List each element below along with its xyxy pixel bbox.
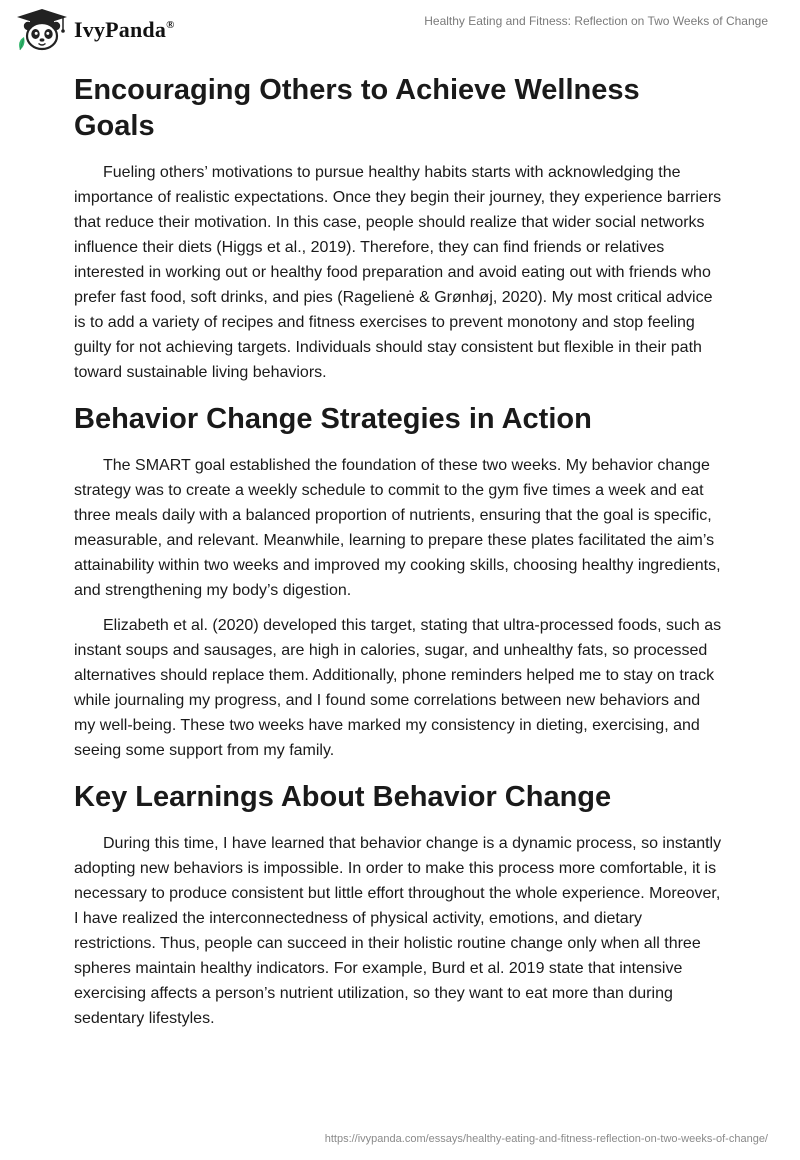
paragraph: During this time, I have learned that behavior change is a dynamic process, so instantly adopting new behaviors is impossible. In order to make this process more comfortable, it is necessary to produce consistent but little effort throughout the whole experience. Moreover, I have realized the interconnectedness of physical activity, emotions, and dietary restrictions. Thus, people can succeed in their holistic routine change only when all three spheres maintain healthy indicators. For example, Burd et al. 2019 state that intensive exercising affects a person’s nutrient utilization, so they want to eat more than during sedentary lifestyles. bbox=[74, 835, 722, 1027]
article-body bbox=[74, 72, 724, 1031]
section-encouraging-others bbox=[74, 72, 724, 385]
source-url[interactable]: https://ivypanda.com/essays/healthy-eating-and-fitness-reflection-on-two-weeks-of-change/ bbox=[324, 1133, 768, 1145]
section-heading: Behavior Change Strategies in Action bbox=[74, 403, 592, 435]
section-heading: Key Learnings About Behavior Change bbox=[74, 781, 612, 813]
section-key-learnings bbox=[74, 779, 724, 1031]
logo-wordmark: IvyPanda® bbox=[74, 17, 175, 42]
section-heading: Encouraging Others to Achieve Wellness Goals bbox=[74, 74, 640, 142]
paragraph: The SMART goal established the foundation of these two weeks. My behavior change strategy was to create a weekly schedule to commit to the gym five times a week and eat three meals daily with a balanced proportion of nutrients, ensuring that the goal is specific, measurable, and relevant. Meanwhile, learning to prepare these plates facilitated the aim’s attainability within two weeks and improved my cooking skills, choosing healthy ingredients, and strengthening my body’s digestion. bbox=[74, 457, 721, 599]
panda-mascot-icon bbox=[14, 8, 70, 52]
document-title: Healthy Eating and Fitness: Reflection on Two Weeks of Change bbox=[424, 14, 768, 28]
paragraph: Fueling others’ motivations to pursue healthy habits starts with acknowledging the importance of realistic expectations. Once they begin their journey, they experience barriers that reduce their motivation. In this case, people should realize that wider social networks influence their diets (Higgs et al., 2019). Therefore, they can find friends or relatives interested in working out or healthy food preparation and avoid eating out with friends who prefer fast food, soft drinks, and pies (Ragelienė & Grønhøj, 2020). My most critical advice is to add a variety of recipes and fitness exercises to prevent monotony and stop feeling guilty for not achieving targets. Individuals should stay consistent but flexible in their path toward sustainable living behaviors. bbox=[74, 164, 722, 381]
page-header bbox=[0, 0, 800, 60]
logo[interactable] bbox=[14, 8, 175, 52]
section-behavior-change-strategies bbox=[74, 401, 724, 763]
paragraph: Elizabeth et al. (2020) developed this target, stating that ultra-processed foods, such as instant soups and sausages, are high in calories, sugar, and unhealthy fats, so processed alternatives should replace them. Additionally, phone reminders helped me to stay on track while journaling my progress, and I found some correlations between new behaviors and my well-being. These two weeks have marked my consistency in dieting, exercising, and seeing some support from my family. bbox=[74, 617, 722, 759]
registered-mark: ® bbox=[166, 19, 175, 31]
